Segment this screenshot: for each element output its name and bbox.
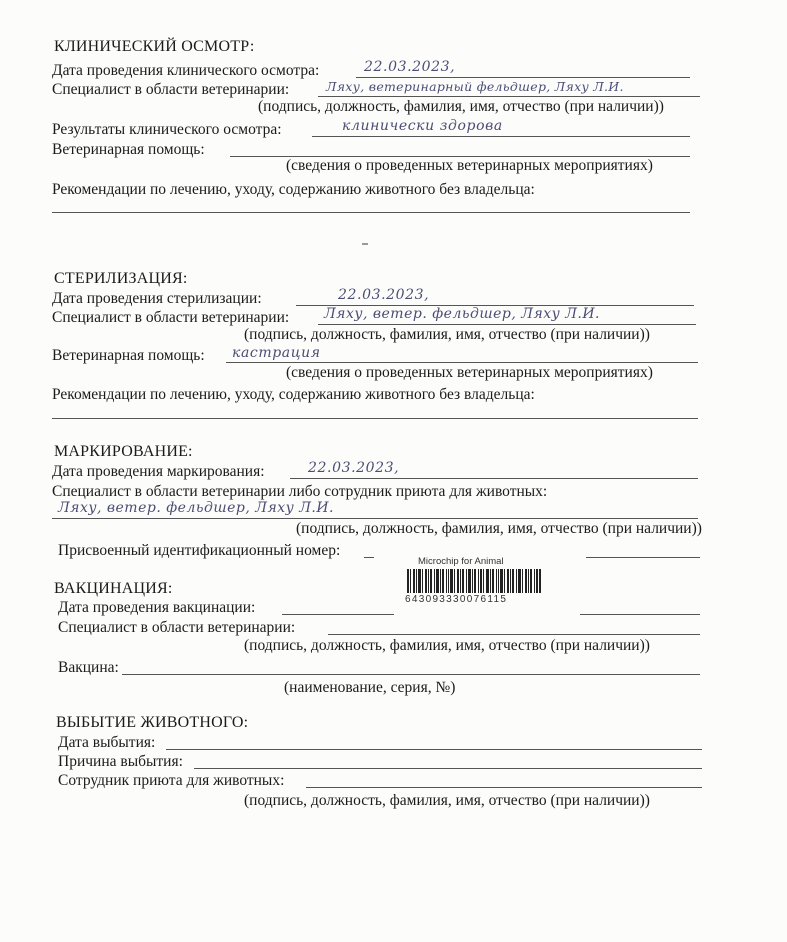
clinical-exam-vet-help-label: Ветеринарная помощь: [52, 141, 205, 158]
disposal-staff-line [306, 787, 702, 788]
clinical-exam-results-label: Результаты клинического осмотра: [52, 121, 282, 138]
sterilization-recommendations-label: Рекомендации по лечению, уходу, содержанию животного без владельца: [52, 386, 535, 403]
clinical-exam-specialist-line [318, 96, 700, 97]
vaccination-heading: ВАКЦИНАЦИЯ: [54, 580, 173, 597]
marking-heading: МАРКИРОВАНИЕ: [54, 443, 193, 460]
sterilization-date-label: Дата проведения стерилизации: [52, 290, 262, 307]
marking-date-label: Дата проведения маркирования: [52, 463, 265, 480]
marking-id-line-left [364, 557, 374, 558]
clinical-exam-heading: КЛИНИЧЕСКИЙ ОСМОТР: [54, 38, 255, 55]
disposal-heading: ВЫБЫТИЕ ЖИВОТНОГО: [56, 714, 249, 731]
clinical-exam-date-value: 22.03.2023, [364, 59, 456, 75]
clinical-exam-results-value: клинически здорова [342, 118, 503, 134]
scan-mark [362, 243, 368, 245]
sterilization-vet-help-caption: (сведения о проведенных ветеринарных мероприятиях) [286, 364, 653, 381]
sterilization-vet-help-value: кастрация [232, 345, 321, 361]
sterilization-vet-help-label: Ветеринарная помощь: [52, 347, 205, 364]
sterilization-specialist-label: Специалист в области ветеринарии: [52, 309, 290, 326]
clinical-exam-date-label: Дата проведения клинического осмотра: [52, 62, 320, 79]
vaccination-specialist-label: Специалист в области ветеринарии: [58, 619, 296, 636]
disposal-date-line [166, 749, 702, 750]
disposal-reason-label: Причина выбытия: [58, 753, 183, 770]
marking-date-value: 22.03.2023, [308, 460, 400, 476]
marking-specialist-value: Ляху, ветер. фельдшер, Ляху Л.И. [58, 500, 334, 516]
sterilization-recommendations-line [52, 418, 698, 419]
sterilization-heading: СТЕРИЛИЗАЦИЯ: [54, 270, 188, 287]
disposal-signature-caption: (подпись, должность, фамилия, имя, отчество (при наличии)) [244, 792, 650, 809]
clinical-exam-recommendations-label: Рекомендации по лечению, уходу, содержанию животного без владельца: [52, 181, 535, 198]
microchip-number: 643093330076115 [405, 594, 508, 605]
clinical-exam-date-line [356, 77, 690, 78]
marking-id-label: Присвоенный идентификационный номер: [58, 542, 341, 559]
vaccination-date-line-right [580, 614, 700, 615]
vaccination-vaccine-line [122, 674, 700, 675]
disposal-reason-line [194, 768, 702, 769]
vaccination-date-label: Дата проведения вакцинации: [58, 599, 256, 616]
sterilization-vet-help-line [226, 362, 698, 363]
vaccination-date-line-left [282, 614, 394, 615]
barcode-icon [407, 569, 541, 593]
clinical-exam-recommendations-line [52, 212, 690, 213]
marking-specialist-label: Специалист в области ветеринарии либо сотрудник приюта для животных: [52, 483, 548, 500]
vaccination-specialist-line [328, 634, 700, 635]
microchip-title: Microchip for Animal [418, 556, 504, 567]
marking-specialist-line [52, 518, 698, 519]
clinical-exam-specialist-value: Ляху, ветеринарный фельдшер, Ляху Л.И. [326, 79, 624, 94]
clinical-exam-specialist-label: Специалист в области ветеринарии: [52, 81, 290, 98]
sterilization-specialist-value: Ляху, ветер. фельдшер, Ляху Л.И. [324, 306, 600, 322]
sterilization-specialist-line [318, 324, 696, 325]
clinical-exam-vet-help-caption: (сведения о проведенных ветеринарных мероприятиях) [286, 157, 653, 174]
microchip-sticker [398, 556, 548, 608]
marking-id-line-right [586, 557, 700, 558]
disposal-staff-label: Сотрудник приюта для животных: [58, 772, 285, 789]
clinical-exam-signature-caption: (подпись, должность, фамилия, имя, отчество (при наличии)) [258, 98, 664, 115]
clinical-exam-results-line [312, 136, 690, 137]
disposal-date-label: Дата выбытия: [58, 734, 156, 751]
marking-date-line [290, 478, 698, 479]
vaccination-signature-caption: (подпись, должность, фамилия, имя, отчество (при наличии)) [244, 637, 650, 654]
sterilization-date-value: 22.03.2023, [338, 287, 430, 303]
vaccination-vaccine-label: Вакцина: [58, 659, 119, 676]
vaccination-vaccine-caption: (наименование, серия, №) [284, 679, 456, 696]
sterilization-signature-caption: (подпись, должность, фамилия, имя, отчество (при наличии)) [244, 326, 650, 343]
marking-signature-caption: (подпись, должность, фамилия, имя, отчество (при наличии)) [296, 520, 702, 537]
